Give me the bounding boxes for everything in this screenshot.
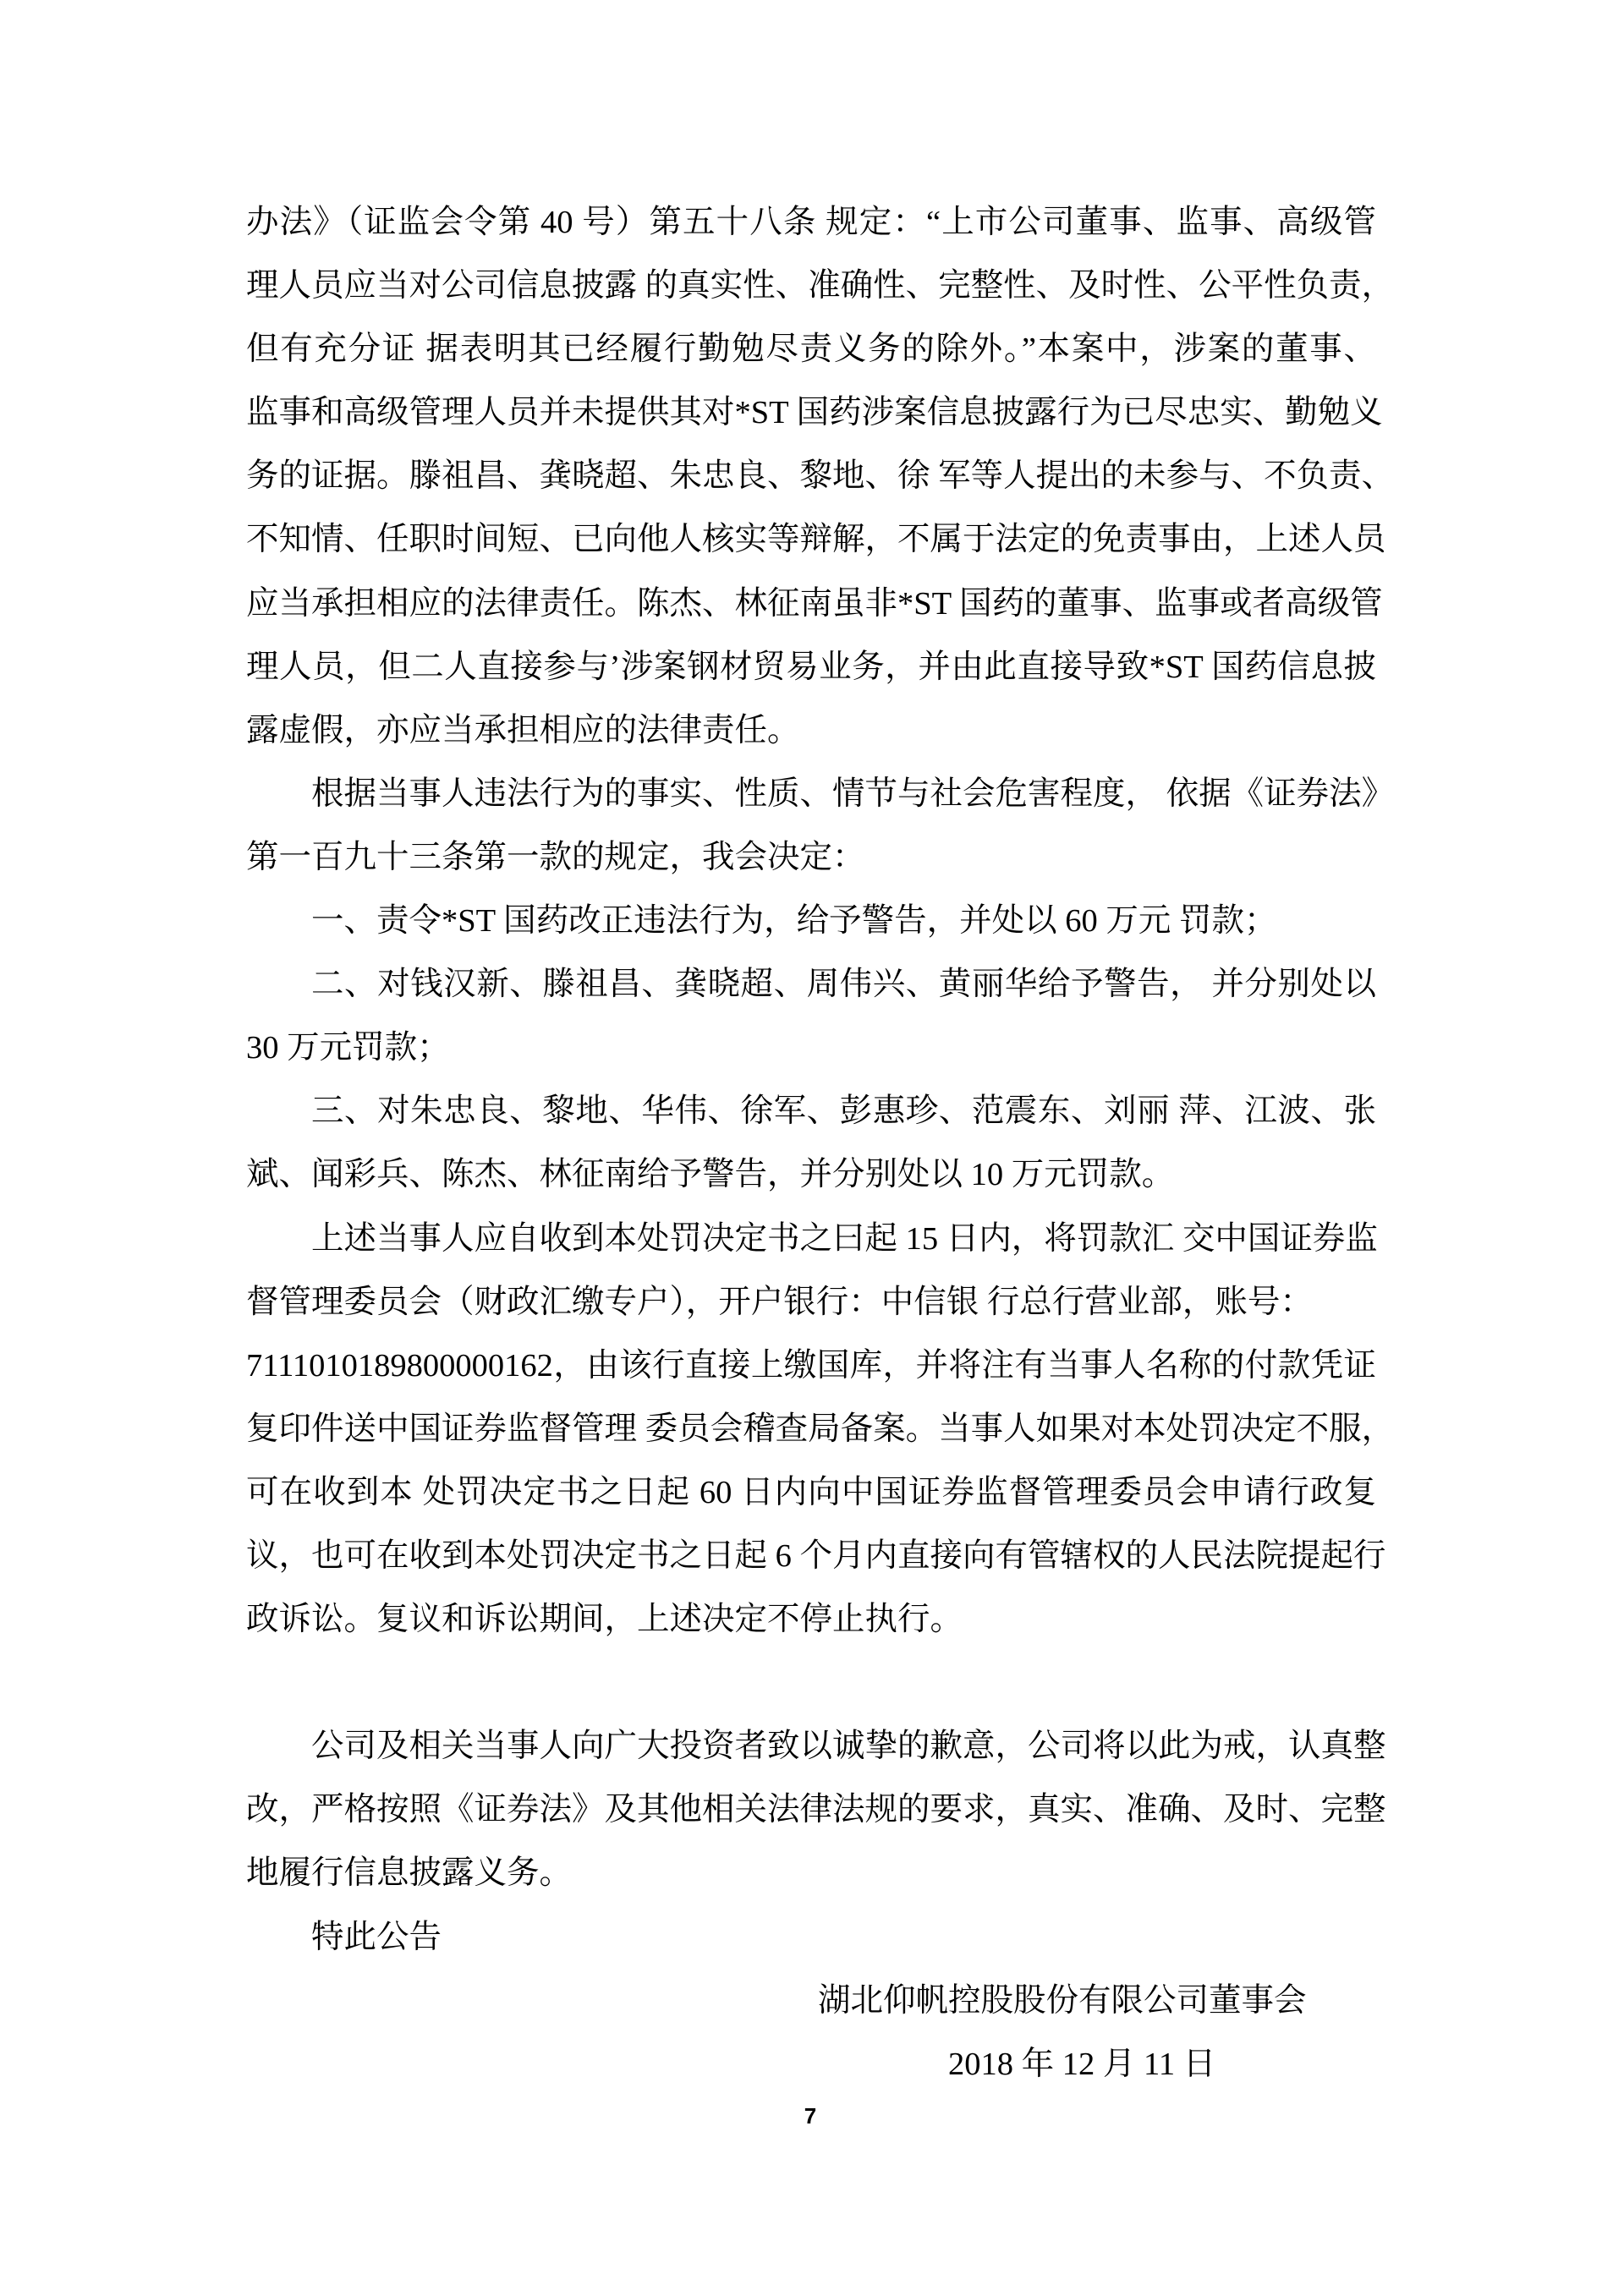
paragraph-line: 不知情、任职时间短、已向他人核实等辩解，不属于法定的免责事由，上述人员 (246, 522, 1386, 558)
paragraph-line: 监事和高级管理人员并未提供其对*ST 国药涉案信息披露行为已尽忠实、勤勉义 (246, 395, 1383, 431)
blank-line (246, 1652, 1376, 1715)
signature-date: 2018 年 12 月 11 日 (948, 2046, 1216, 2082)
closing-statement: 特此公告 (311, 1919, 442, 1955)
paragraph-line: 一、责令*ST 国药改正违法行为，给予警告，并处以 60 万元 罚款； (311, 903, 1277, 940)
paragraph-line: 露虚假，亦应当承担相应的法律责任。 (246, 712, 800, 748)
decision-item-3 (246, 1080, 1376, 1207)
paragraph-line: 上述当事人应自收到本处罚决定书之曰起 15 日内，将罚款汇 交中国证券监 (311, 1220, 1378, 1257)
paragraph-payment-instructions (246, 1208, 1395, 1652)
decision-item-2 (246, 953, 1376, 1080)
signature-company: 湖北仰帆控股股份有限公司董事会 (818, 1982, 1307, 2019)
paragraph-line: 30 万元罚款； (246, 1030, 450, 1066)
decision-item-1 (246, 890, 1376, 953)
paragraph-line: 应当承担相应的法律责任。陈杰、林征南虽非*ST 国药的董事、监事或者高级管 (246, 585, 1383, 622)
signature-block (246, 1970, 1376, 2096)
paragraph-line: 但有充分证 据表明其已经履行勤勉尽责义务的除外。”本案中，涉案的董事、 (246, 332, 1376, 368)
paragraph-line: 改，严格按照《证券法》及其他相关法律法规的要求，真实、准确、及时、完整 (246, 1792, 1386, 1828)
paragraph-line: 理人员应当对公司信息披露 的真实性、准确性、完整性、及时性、公平性负责， (246, 268, 1395, 304)
paragraph-line: 督管理委员会（财政汇缴专户），开户银行：中信银 行总行营业部，账号： (246, 1284, 1313, 1320)
paragraph-line: 第一百九十三条第一款的规定，我会决定： (246, 839, 865, 875)
paragraph-line: 二、对钱汉新、滕祖昌、龚晓超、周伟兴、黄丽华给予警告， 并分别处以 (311, 967, 1376, 1003)
paragraph-line: 公司及相关当事人向广大投资者致以诚挚的歉意，公司将以此为戒，认真整 (311, 1729, 1386, 1765)
paragraph-line: 根据当事人违法行为的事实、性质、情节与社会危害程度， 依据《证券法》 (311, 775, 1395, 812)
paragraph-line: 务的证据。滕祖昌、龚晓超、朱忠良、黎地、徐 军等人提出的未参与、不负责、 (246, 458, 1395, 495)
paragraph-line: 议，也可在收到本处罚决定书之日起 6 个月内直接向有管辖权的人民法院提起行 (246, 1537, 1386, 1574)
paragraph-line: 政诉讼。复议和诉讼期间，上述决定不停止执行。 (246, 1602, 963, 1638)
paragraph-legal-basis (246, 191, 1395, 763)
paragraph-line: 三、对朱忠良、黎地、华伟、徐军、彭惠珍、范震东、刘丽 萍、江波、张 (311, 1093, 1376, 1130)
page-number: 7 (804, 2103, 817, 2129)
paragraph-line: 地履行信息披露义务。 (246, 1855, 573, 1892)
paragraph-line: 理人员，但二人直接参与’涉案钢材贸易业务，并由此直接导致*ST 国药信息披 (246, 649, 1376, 685)
paragraph-line: 复印件送中国证券监督管理 委员会稽查局备案。当事人如果对本处罚决定不服， (246, 1411, 1395, 1447)
paragraph-decision-intro (246, 763, 1395, 890)
paragraph-line: 可在收到本 处罚决定书之日起 60 日内向中国证券监督管理委员会申请行政复 (246, 1474, 1376, 1510)
document-body (246, 191, 1395, 2096)
paragraph-line: 办法》（证监会令第 40 号）第五十八条 规定：“上市公司董事、监事、高级管 (246, 205, 1376, 240)
paragraph-apology (246, 1715, 1386, 1905)
paragraph-line: 7111010189800000162，由该行直接上缴国库，并将注有当事人名称的付款凭证 (246, 1347, 1376, 1384)
paragraph-line: 斌、闻彩兵、陈杰、林征南给予警告，并分别处以 10 万元罚款。 (246, 1157, 1175, 1193)
